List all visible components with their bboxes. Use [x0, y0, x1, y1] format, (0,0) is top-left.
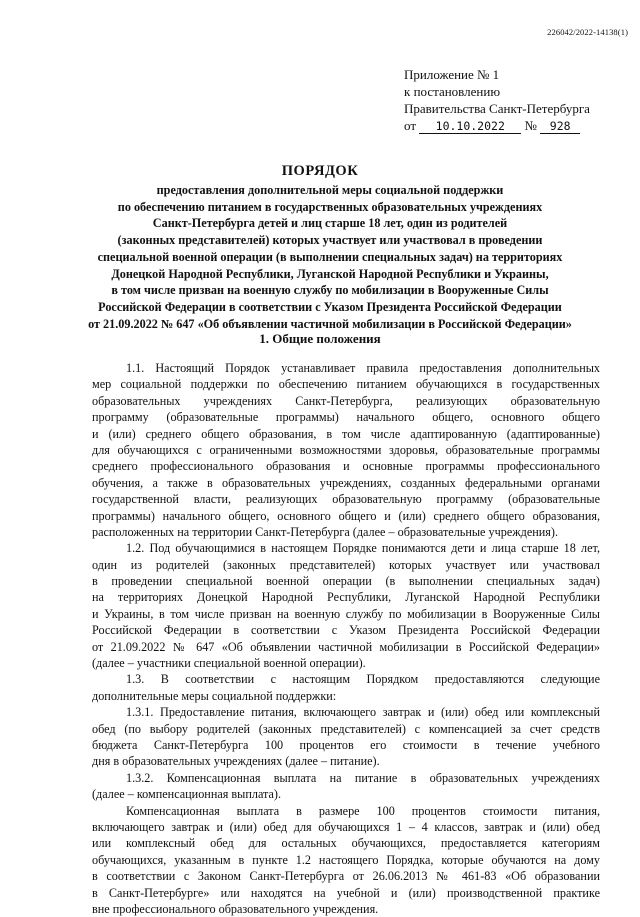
date-prefix: от	[404, 118, 417, 133]
body-line: мер социальной поддержки по обеспечению питанием обучающихся в государственных	[92, 377, 600, 392]
body-line: вне профессионального образовательного учреждения.	[92, 901, 379, 916]
body-line: обучения, а также в образовательных учреждениях, созданных федеральными органами	[92, 475, 600, 490]
section-heading: 1. Общие положения	[259, 331, 381, 346]
body-line: 1.3.1. Предоставление питания, включающего завтрак и (или) обед или комплексный	[126, 705, 600, 720]
appendix-block	[404, 66, 614, 134]
subtitle-line: (законных представителей) которых участвует или участвовал в проведении	[117, 233, 543, 248]
body-line: дополнительные меры социальной поддержки:	[92, 688, 337, 703]
body-line: обед (по выбору родителей (законных представителей) с компенсацией за счет средств	[92, 721, 600, 736]
subtitle-line: от 21.09.2022 № 647 «Об объявлении частичной мобилизации в Российской Федерации»	[88, 316, 572, 331]
appendix-line: Приложение № 1	[404, 67, 500, 82]
body-line: и (или) среднего общего образования, в том числе адаптированную (адаптированные)	[92, 426, 600, 441]
body-line: или комплексный обед для остальных обучающихся, предоставляется категориям	[92, 836, 600, 851]
appendix-date-line	[404, 117, 614, 134]
subtitle-line: по обеспечению питанием в государственных образовательных учреждениях	[117, 199, 543, 214]
body-line: расположенных на территории Санкт-Петербурга (далее – образовательные учреждения).	[92, 524, 559, 539]
subtitle-line: Донецкой Народной Республики, Луганской Народной Республики и Украины,	[111, 266, 549, 281]
body-line: (далее – компенсационная выплата).	[92, 787, 282, 802]
body-line: государственной власти, реализующих образовательную программу (образовательные	[92, 492, 600, 507]
body-line: 1.2. Под обучающимися в настоящем Порядке понимаются дети и лица старше 18 лет,	[126, 541, 600, 556]
body-line: 1.3. В соответствии с настоящим Порядком предоставляются следующие	[126, 672, 600, 687]
body-line: дня в образовательных учреждениях (далее – питание).	[92, 754, 380, 769]
document-body	[92, 360, 600, 917]
body-line: программу (образовательные программы) начального общего, основного общего	[92, 410, 600, 425]
body-line: программы) начального общего, основного общего и (или) среднего общего образования,	[92, 508, 600, 523]
body-line: 1.1. Настоящий Порядок устанавливает правила предоставления дополнительных	[126, 361, 600, 375]
document-number: 226042/2022-14138(1)	[547, 27, 628, 37]
subtitle-line: Российской Федерации в соответствии с Указом Президента Российской Федерации	[98, 299, 562, 314]
body-line: на территориях Донецкой Народной Республики, Луганской Народной Республики	[92, 590, 600, 605]
document-title: ПОРЯДОК	[281, 163, 359, 179]
body-line: в Санкт-Петербурге» или находятся на учебной и (или) производственной практике	[92, 885, 600, 900]
body-line: включающего завтрак и (или) обед для обучающихся 1 – 4 классов, завтрак и (или) обед	[92, 819, 600, 834]
subtitle-line: предоставления дополнительной меры социальной поддержки	[156, 183, 504, 197]
subtitle-line: в том числе призван на военную службу по мобилизации в Вооруженные Силы	[111, 283, 549, 298]
decree-number: 928	[540, 120, 580, 134]
document-subtitle	[60, 182, 600, 332]
decree-date: 10.10.2022	[419, 120, 521, 134]
body-line: в соответствии с Законом Санкт-Петербурга от 26.06.2013 № 461-83 «Об образовании	[92, 869, 600, 884]
body-line: в проведении специальной военной операции (в выполнении специальных задач)	[92, 574, 600, 589]
appendix-line: к постановлению	[404, 84, 501, 99]
subtitle-line: специальной военной операции (в выполнении специальных задач) на территориях	[97, 249, 563, 264]
body-line: бюджета Санкт-Петербурга 100 процентов его стоимости в течение учебного	[92, 737, 600, 752]
body-line: для обучающихся с ограниченными возможностями здоровья, образовательные программы	[92, 442, 600, 457]
body-line: Компенсационная выплата в размере 100 процентов стоимости питания,	[126, 803, 600, 818]
number-prefix: №	[524, 118, 537, 133]
appendix-line: Правительства Санкт-Петербурга	[404, 101, 590, 116]
body-line: 1.3.2. Компенсационная выплата на питание в образовательных учреждениях	[126, 770, 600, 785]
body-line: среднего профессионального образования и основные программы профессионального	[92, 459, 600, 474]
body-line: Российской Федерации в соответствии с Указом Президента Российской Федерации	[92, 623, 600, 638]
body-line: от 21.09.2022 № 647 «Об объявлении частичной мобилизации в Российской Федерации»	[92, 639, 600, 654]
subtitle-line: Санкт-Петербурга детей и лиц старше 18 лет, один из родителей	[152, 216, 508, 231]
body-line: один из родителей (законных представителей) которых участвует или участвовал	[92, 557, 600, 572]
body-line: и Украины, в том числе призван на военную службу по мобилизации в Вооруженные Силы	[92, 606, 600, 621]
body-line: (далее – участники специальной военной операции).	[92, 656, 366, 671]
body-line: обучающихся, указанным в пункте 1.2 настоящего Порядка, которые обучаются на дому	[92, 852, 600, 867]
body-line: образовательных учреждениях Санкт-Петербурга, реализующих образовательную	[92, 393, 600, 408]
